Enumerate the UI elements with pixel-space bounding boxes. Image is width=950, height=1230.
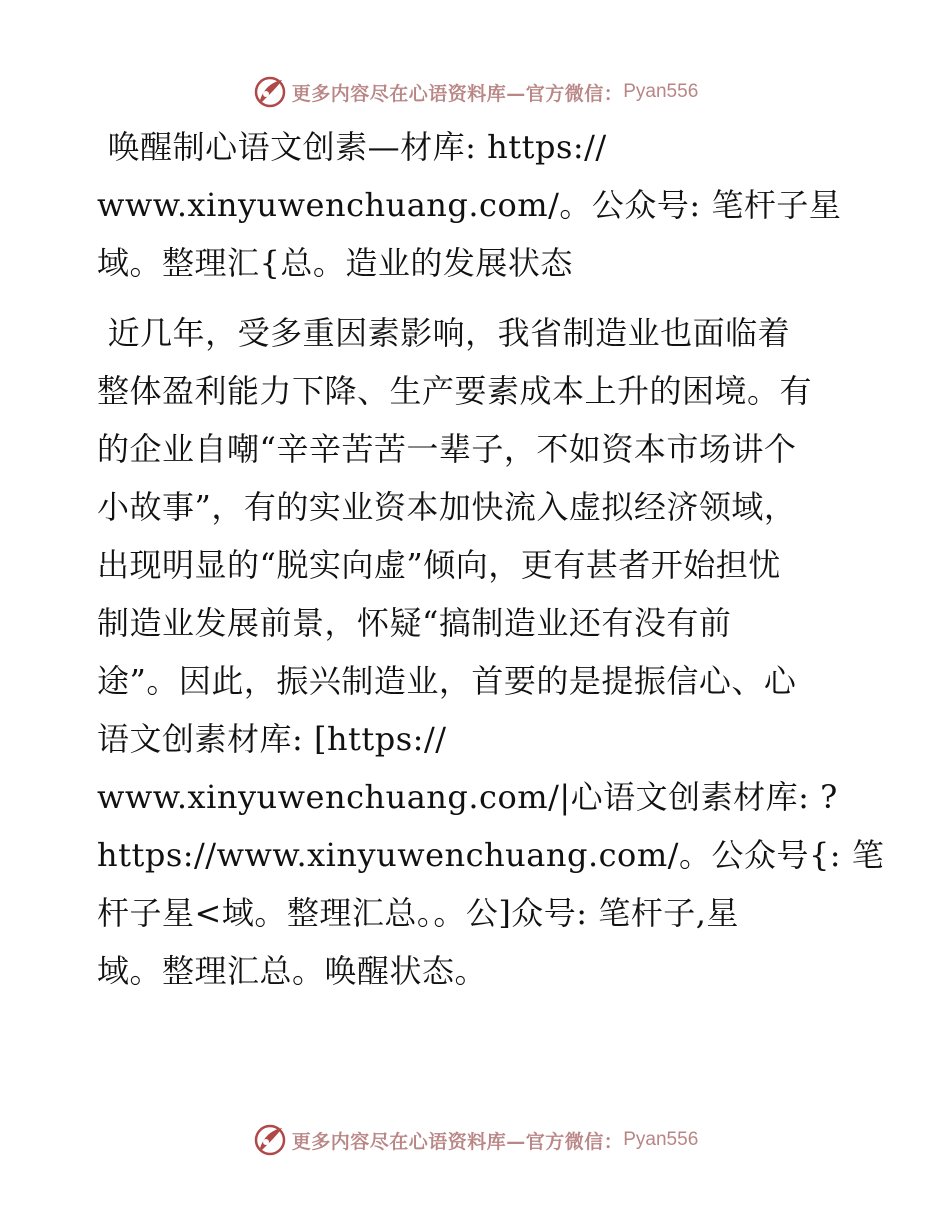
text-line: 唤醒制心语文创素—材库: https://: [97, 128, 607, 166]
quill-logo-icon: [252, 74, 288, 110]
text-line: 域。整理汇{总。造业的发展状态: [97, 244, 573, 282]
text-line: www.xinyuwenchuang.com/|心语文创素材库: ?: [97, 778, 838, 816]
text-line: 出现明显的“脱实向虚”倾向，更有甚者开始担忧: [97, 546, 781, 584]
paragraph-2: [97, 304, 885, 1000]
footer-watermark-text: 更多内容尽在心语资料库—官方微信：: [291, 1130, 624, 1153]
document-body: [97, 118, 885, 1000]
text-line: www.xinyuwenchuang.com/。公众号: 笔杆子星: [97, 186, 842, 224]
text-line: 近几年，受多重因素影响，我省制造业也面临着: [97, 314, 791, 352]
text-line: 途”。因此，振兴制造业，首要的是提振信心、心: [97, 662, 797, 700]
text-line: 制造业发展前景，怀疑“搞制造业还有没有前: [97, 604, 732, 642]
paragraph-1: [97, 118, 857, 292]
footer-watermark-id: Pyan556: [623, 1129, 699, 1150]
text-line: 域。整理汇总。唤醒状态。: [97, 952, 488, 990]
header-watermark: [0, 72, 950, 112]
footer-watermark: [0, 1120, 950, 1160]
quill-logo-icon: [252, 1122, 288, 1158]
text-line: 杆子星<域。整理汇总。。公]众号: 笔杆子,星: [97, 894, 739, 932]
text-line: 语文创素材库: [https://: [97, 720, 447, 758]
header-watermark-text: 更多内容尽在心语资料库—官方微信：: [291, 82, 624, 105]
header-watermark-id: Pyan556: [623, 81, 699, 102]
text-line: https://www.xinyuwenchuang.com/。公众号{: 笔: [97, 836, 885, 874]
text-line: 的企业自嘲“辛辛苦苦一辈子，不如资本市场讲个: [97, 430, 797, 468]
text-line: 整体盈利能力下降、生产要素成本上升的困境。有: [97, 372, 813, 410]
text-line: 小故事”，有的实业资本加快流入虚拟经济领域，: [97, 488, 797, 526]
